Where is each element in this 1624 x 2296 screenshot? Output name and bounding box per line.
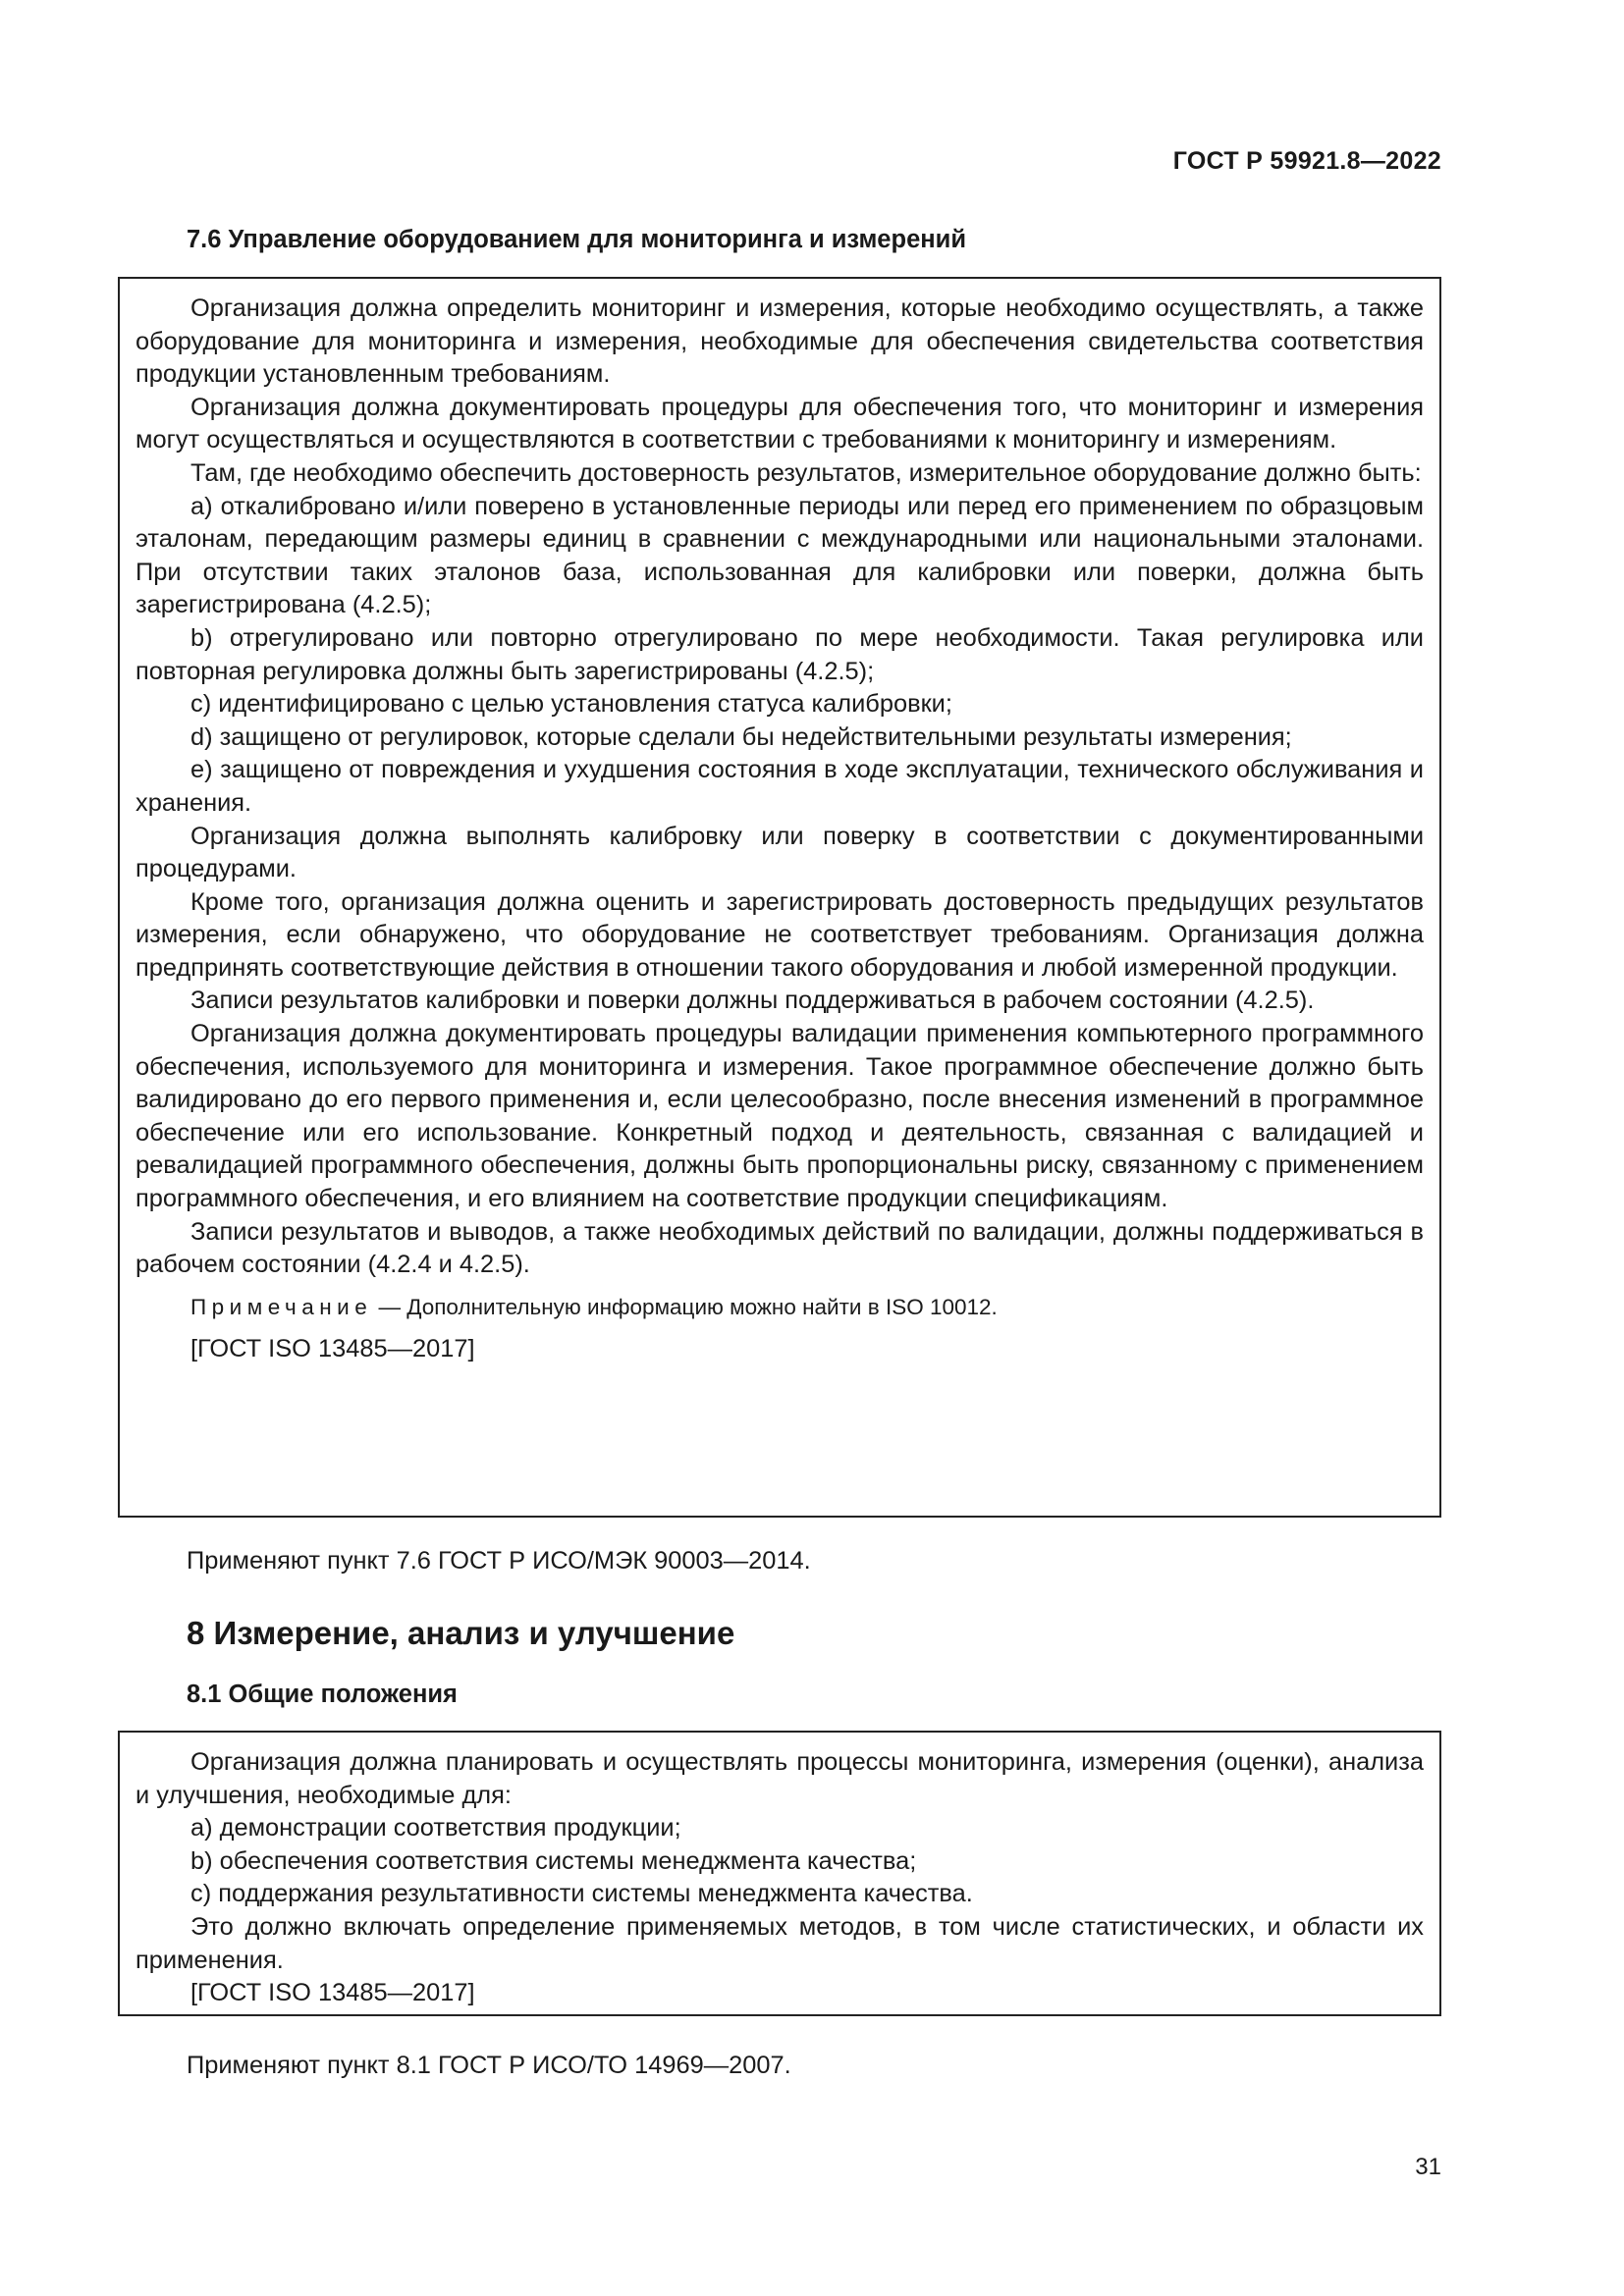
quote-box-7-6 [118,277,1441,1518]
paragraph: Там, где необходимо обеспечить достоверность результатов, измерительное оборудование должно быть: [190,458,1422,487]
page-number: 31 [1415,2154,1441,2180]
list-item: а) откалибровано и/или поверено в установленные периоды или перед его применением по образцовым эталонам, передающим размеры единиц в сравнении с международными или национальными эталонами. При отсутствии таких эталонов база, использованная для калибровки или поверки, должна быть зарегистрирована (4.2.5); [135,492,1424,619]
paragraph: Организация должна планировать и осуществлять процессы мониторинга, измерения (оценки), анализа и улучшения, необходимые для: [135,1748,1424,1809]
section-8-1-title: 8.1 Общие положения [187,1681,458,1708]
paragraph: Это должно включать определение применяемых методов, в том числе статистических, и области их применения. [135,1912,1424,1974]
note-text: — Дополнительную информацию можно найти в ISO 10012. [372,1294,998,1319]
list-item: a) демонстрации соответствия продукции; [190,1814,681,1842]
paragraph: Кроме того, организация должна оценить и зарегистрировать достоверность предыдущих результатов измерения, если обнаружено, что оборудование не соответствует требованиям. Организация должна предпринять соответствующие действия в отношении такого оборудования и любой измеренной продукции. [135,887,1424,982]
list-item: b) отрегулировано или повторно отрегулировано по мере необходимости. Такая регулировка или повторная регулировка должны быть зарегистрированы (4.2.5); [135,623,1424,685]
paragraph: Записи результатов и выводов, а также необходимых действий по валидации, должны поддерживаться в рабочем состоянии (4.2.4 и 4.2.5). [135,1217,1424,1279]
list-item: b) обеспечения соответствия системы менеджмента качества; [190,1846,917,1875]
list-item: e) защищено от повреждения и ухудшения состояния в ходе эксплуатации, технического обслуживания и хранения. [135,756,1424,817]
applied-clause-8-1: Применяют пункт 8.1 ГОСТ Р ИСО/ТО 14969—2007. [187,2052,791,2079]
list-item: c) поддержания результативности системы менеджмента качества. [190,1880,973,1908]
section-7-6-title: 7.6 Управление оборудованием для мониторинга и измерений [187,226,966,253]
paragraph: Организация должна определить мониторинг и измерения, которые необходимо осуществлять, а также оборудование для мониторинга и измерения, необходимые для обеспечения свидетельства соответствия продукции установленным требованиям. [135,294,1424,389]
source-reference: [ГОСТ ISO 13485—2017] [190,1334,475,1362]
paragraph: Организация должна документировать процедуры для обеспечения того, что мониторинг и измерения могут осуществляться и осуществляются в соответствии с требованиями к мониторингу и измерениям. [135,393,1424,454]
note-label: Примечание [190,1294,373,1319]
list-item: c) идентифицировано с целью установления статуса калибровки; [190,690,952,719]
source-reference: [ГОСТ ISO 13485—2017] [190,1979,475,2007]
note [135,1292,1424,1323]
paragraph: Записи результатов калибровки и поверки должны поддерживаться в рабочем состоянии (4.2.5). [190,987,1315,1015]
applied-clause-7-6: Применяют пункт 7.6 ГОСТ Р ИСО/МЭК 90003—2014. [187,1547,811,1575]
paragraph: Организация должна выполнять калибровку или поверку в соответствии с документированными процедурами. [135,822,1424,883]
document-code: ГОСТ Р 59921.8—2022 [1172,147,1441,175]
paragraph: Организация должна документировать процедуры валидации применения компьютерного программного обеспечения, используемого для мониторинга и измерения. Такое программное обеспечение должно быть валидировано до его первого применения и, если целесообразно, после внесения изменений в программное обеспечение или его использование. Конкретный подход и деятельность, связанная с валидацией и ревалидацией программного обеспечения, должны быть пропорциональны риску, связанному с применением программного обеспечения, и его влиянием на соответствие продукции спецификациям. [135,1020,1424,1213]
quote-box-8-1 [118,1731,1441,2016]
section-8-title: 8 Измерение, анализ и улучшение [187,1615,735,1651]
list-item: d) защищено от регулировок, которые сделали бы недействительными результаты измерения; [190,722,1292,751]
